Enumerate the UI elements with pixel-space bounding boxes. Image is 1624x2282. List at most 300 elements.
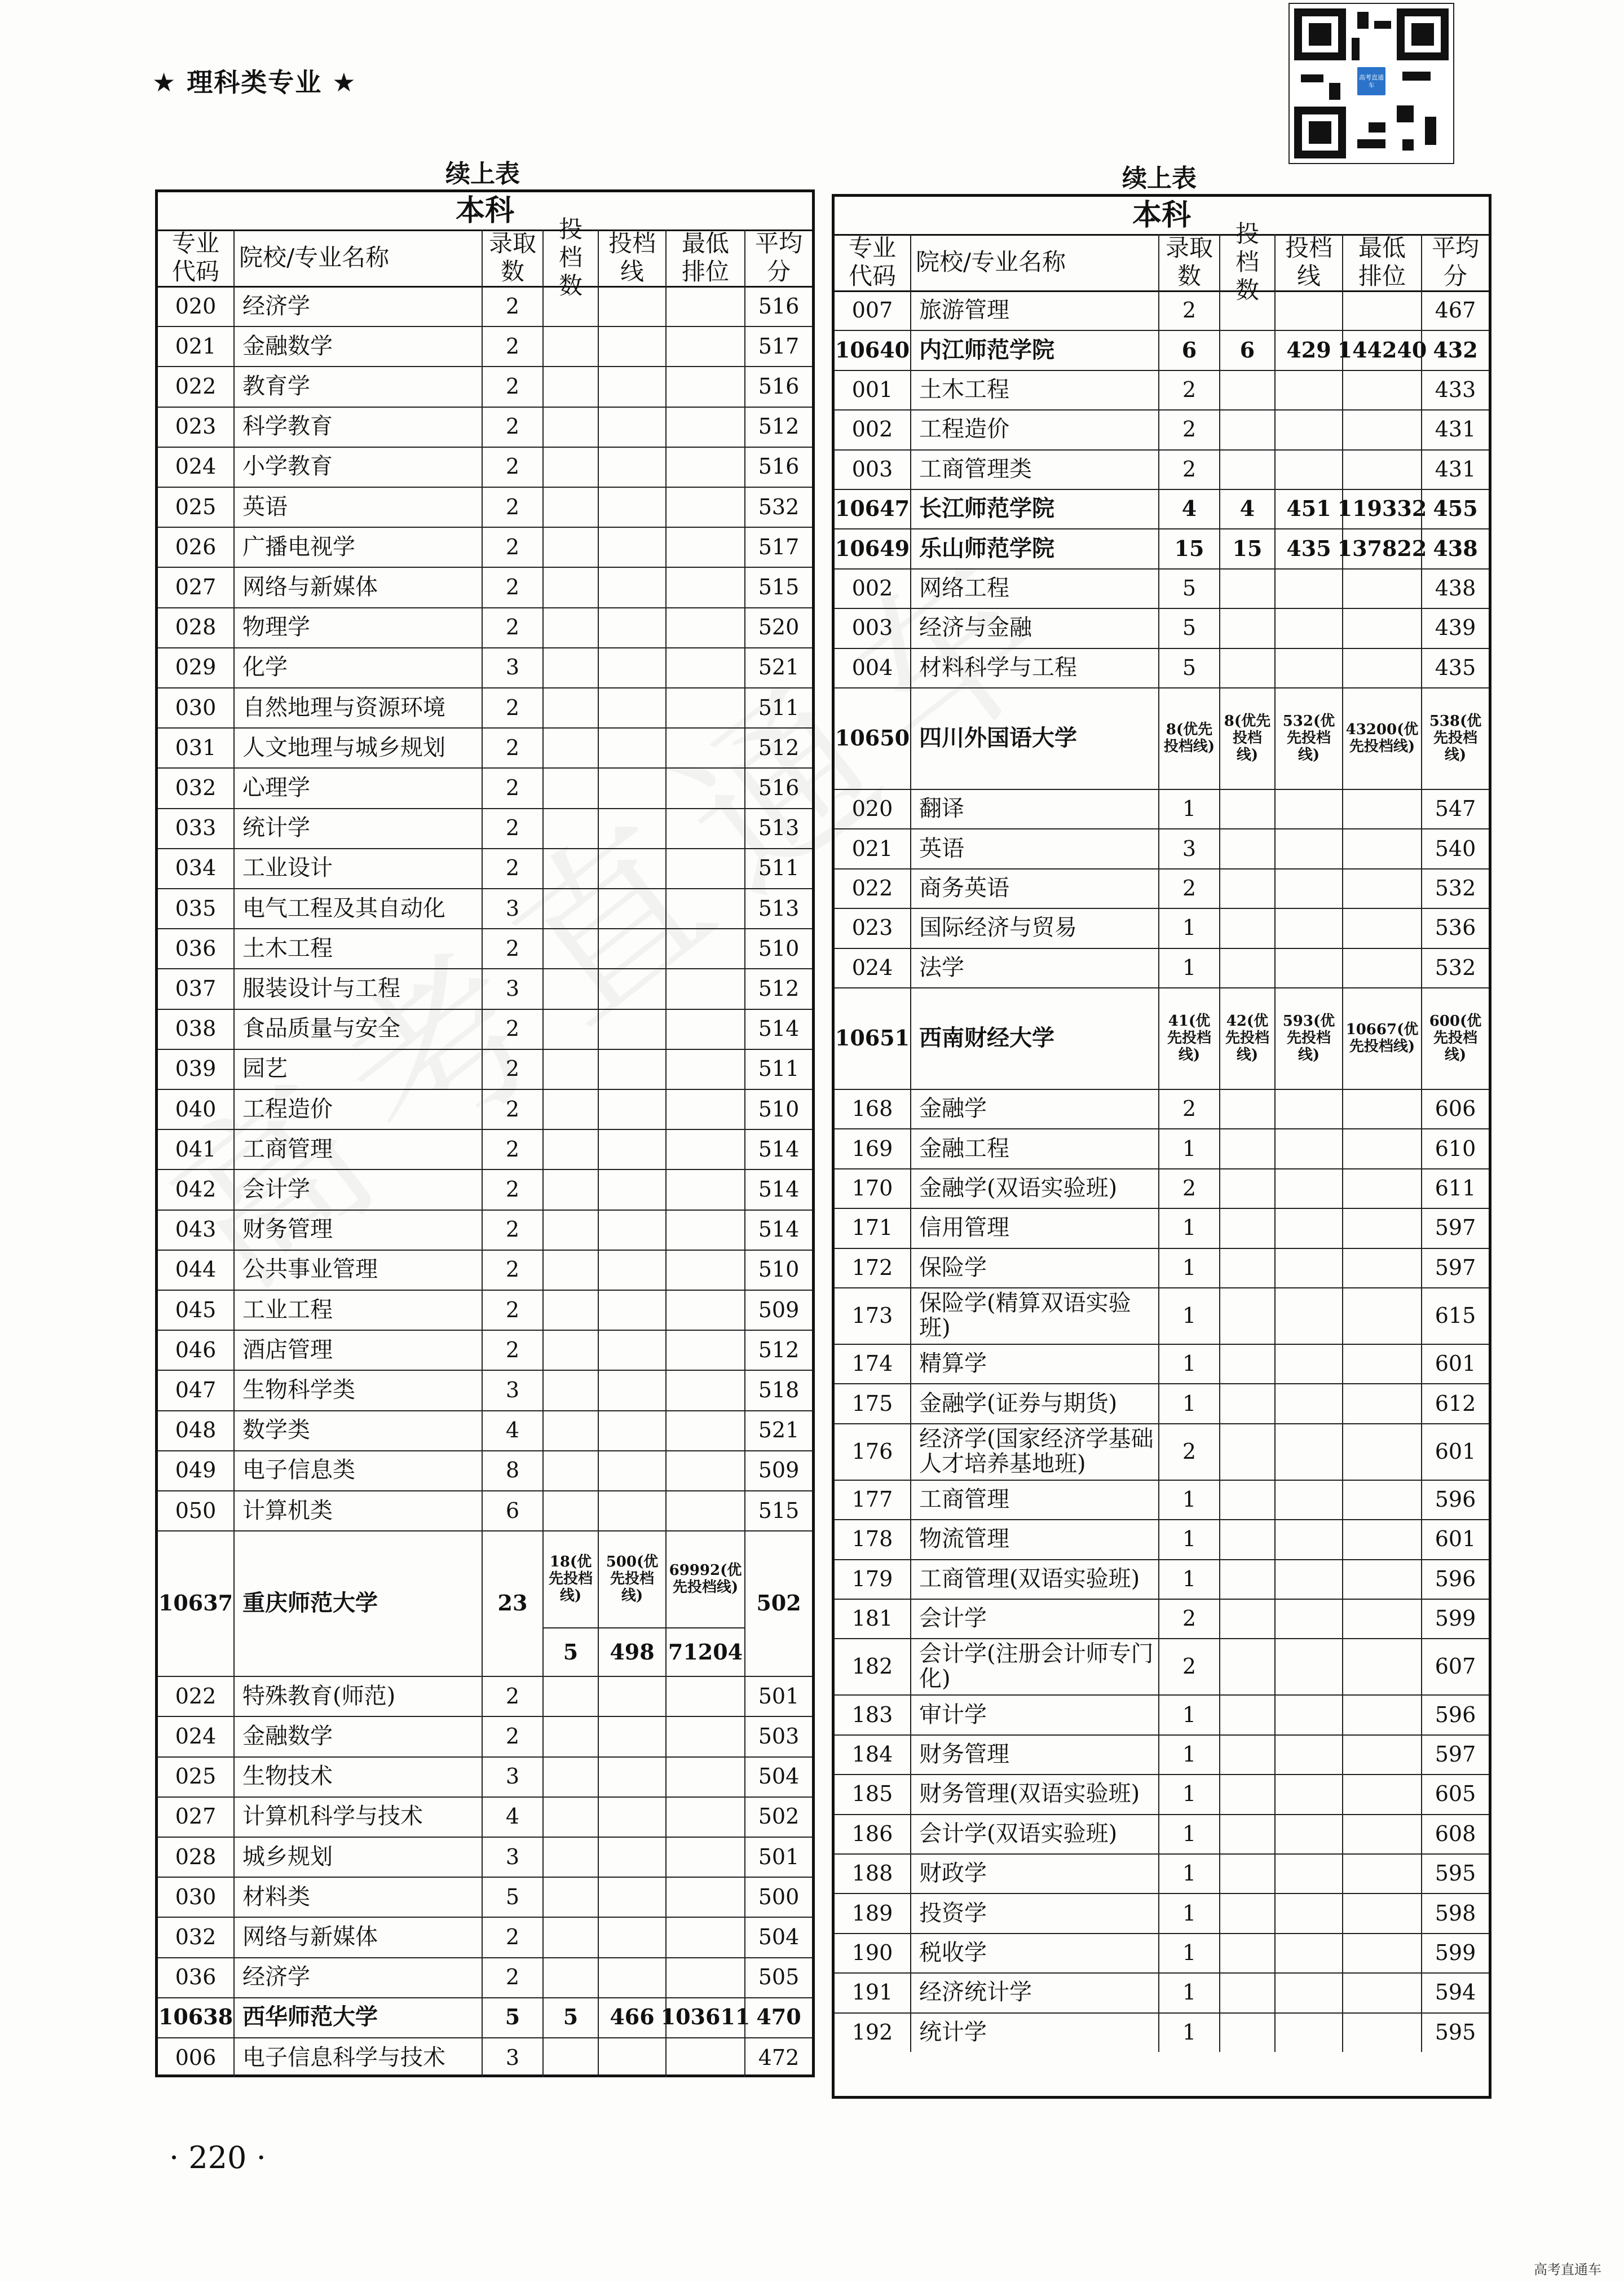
cell-name: 电子信息科学与技术 [233, 2037, 482, 2077]
cell-tdx [598, 1129, 665, 1169]
cell-avg: 439 [1421, 608, 1489, 647]
cell-name: 服装设计与工程 [233, 968, 482, 1008]
cell-code: 029 [175, 655, 217, 680]
cell-name: 西南财经大学 [910, 987, 1158, 1089]
cell-name: 材料类 [233, 1877, 482, 1917]
cell-avg: 516 [744, 767, 812, 807]
cell-name: 统计学 [910, 2012, 1158, 2052]
cell-tdx [598, 1676, 665, 1716]
cell-name: 西华师范大学 [233, 1997, 482, 2037]
cell-avg: 510 [744, 1089, 812, 1129]
cell-code: 032 [175, 1924, 217, 1949]
cell-avg: 511 [744, 848, 812, 888]
cell-code: 020 [175, 293, 217, 319]
cell-avg: 601 [1421, 1519, 1489, 1559]
cell-avg: 599 [1421, 1599, 1489, 1638]
cell-td [1219, 1480, 1274, 1519]
cell-pw [665, 366, 744, 406]
table-row [835, 1248, 1489, 1288]
cell-td: 42(优先投档线) [1219, 987, 1274, 1089]
cell-tdx [598, 888, 665, 928]
cell-tdx: 451 [1274, 489, 1342, 528]
cell-avg: 432 [1421, 330, 1489, 369]
table-row [835, 1933, 1489, 1974]
cell-tdx [598, 848, 665, 888]
cell-name: 食品质量与安全 [233, 1009, 482, 1049]
cell-code: 177 [851, 1486, 893, 1512]
cell-td [1219, 1248, 1274, 1287]
cell-code: 027 [175, 1804, 217, 1829]
table-row [835, 1893, 1489, 1934]
cell-pw [1342, 1933, 1421, 1972]
cell-avg: 503 [744, 1716, 812, 1756]
cell-code: 186 [851, 1821, 893, 1846]
table-row [158, 1009, 812, 1050]
cell-lq: 2 [482, 527, 542, 567]
cell-tdx: 投档线 [598, 229, 665, 286]
cell-td [1219, 1638, 1274, 1694]
cell-lq: 1 [1158, 948, 1219, 987]
cell-td [542, 2037, 598, 2077]
cell-td [542, 1676, 598, 1716]
priority-line-td: 18(优先投档线) [548, 1553, 593, 1605]
cell-lq: 2 [482, 928, 542, 968]
cell-avg: 597 [1421, 1248, 1489, 1287]
cell-code: 036 [175, 935, 217, 961]
value-pw: 71204 [667, 1627, 744, 1676]
cell-avg: 513 [744, 808, 812, 848]
cell-avg: 601 [1421, 1344, 1489, 1383]
cell-name: 审计学 [910, 1694, 1158, 1734]
cell-code: 10647 [835, 496, 910, 522]
cell-pw [665, 1169, 744, 1209]
cell-code: 10650 [835, 725, 910, 751]
cell-avg: 595 [1421, 1853, 1489, 1893]
cell-td [1219, 1519, 1274, 1559]
table-row [158, 1837, 812, 1878]
cell-code: 034 [175, 855, 217, 881]
cell-tdx: 429 [1274, 330, 1342, 369]
cell-code: 002 [851, 417, 893, 442]
cell-code: 031 [175, 735, 217, 760]
cell-tdx [1274, 608, 1342, 647]
cell-pw [1342, 370, 1421, 409]
right-continued-label: 续上表 [1122, 164, 1197, 193]
table-row [835, 789, 1489, 829]
cell-name: 广播电视学 [233, 527, 482, 567]
cell-td [1219, 1893, 1274, 1932]
cell-lq: 1 [1158, 1774, 1219, 1813]
cell-td [542, 1169, 598, 1209]
cell-td [1219, 1814, 1274, 1853]
cell-lq: 1 [1158, 1519, 1219, 1559]
cell-code: 专业代码 [848, 234, 896, 290]
table-row [158, 2037, 812, 2077]
cell-tdx [598, 1530, 665, 1676]
cell-pw [1342, 1248, 1421, 1287]
cell-lq: 2 [482, 1009, 542, 1049]
cell-code: 049 [175, 1458, 217, 1483]
cell-pw [665, 928, 744, 968]
cell-code: 10649 [835, 535, 910, 561]
cell-lq: 1 [1158, 1853, 1219, 1893]
cell-code: 044 [175, 1257, 217, 1282]
left-table [155, 189, 815, 2077]
cell-pw: 144240 [1342, 330, 1421, 369]
cell-name: 物理学 [233, 607, 482, 647]
cell-td [1219, 908, 1274, 947]
table-row [158, 527, 812, 568]
cell-pw [1342, 948, 1421, 987]
cell-lq: 1 [1158, 1933, 1219, 1972]
cell-tdx [1274, 370, 1342, 409]
cell-code: 024 [175, 454, 217, 479]
cell-tdx [598, 1250, 665, 1290]
cell-pw [1342, 1287, 1421, 1344]
table-row [835, 1383, 1489, 1424]
cell-code: 003 [851, 615, 893, 641]
cell-name: 电子信息类 [233, 1450, 482, 1490]
cell-avg: 594 [1421, 1972, 1489, 2012]
cell-td [542, 647, 598, 687]
table-row [158, 1330, 812, 1371]
cell-name: 金融学(双语实验班) [910, 1168, 1158, 1208]
cell-code: 191 [851, 1980, 893, 2005]
right-table [832, 194, 1491, 2099]
cell-lq: 2 [482, 1716, 542, 1756]
table-row [158, 687, 812, 729]
cell-lq: 2 [482, 607, 542, 647]
cell-code: 022 [175, 1683, 217, 1709]
cell-lq: 1 [1158, 789, 1219, 828]
cell-td [1219, 1774, 1274, 1813]
cell-td [542, 1530, 598, 1676]
cell-tdx [598, 1917, 665, 1957]
cell-td [542, 1210, 598, 1250]
cell-td [542, 1410, 598, 1450]
cell-tdx [1274, 1734, 1342, 1774]
cell-pw [665, 1009, 744, 1049]
cell-avg: 512 [744, 1330, 812, 1370]
cell-tdx [1274, 1599, 1342, 1638]
cell-tdx [1274, 789, 1342, 828]
cell-tdx [598, 1756, 665, 1797]
cell-lq: 3 [482, 968, 542, 1008]
cell-pw [665, 1917, 744, 1957]
cell-name: 统计学 [233, 808, 482, 848]
cell-lq: 2 [482, 1210, 542, 1250]
cell-lq: 4 [1158, 489, 1219, 528]
cell-avg: 532 [1421, 948, 1489, 987]
cell-name: 英语 [233, 487, 482, 527]
cell-pw [1342, 608, 1421, 647]
cell-tdx [1274, 1694, 1342, 1734]
cell-lq: 2 [482, 1290, 542, 1330]
cell-tdx [1274, 568, 1342, 608]
table-row [835, 868, 1489, 909]
table-row [158, 1957, 812, 1998]
cell-name: 长江师范学院 [910, 489, 1158, 528]
cell-pw [665, 1290, 744, 1330]
cell-tdx [1274, 290, 1342, 330]
cell-code: 024 [851, 955, 893, 980]
cell-pw [665, 1877, 744, 1917]
cell-code: 040 [175, 1096, 217, 1122]
cell-pw [1342, 828, 1421, 868]
cell-lq: 1 [1158, 1128, 1219, 1168]
table-row [158, 607, 812, 648]
cell-tdx [598, 767, 665, 807]
cell-pw [1342, 1774, 1421, 1813]
cell-avg: 615 [1421, 1287, 1489, 1344]
cell-lq: 2 [1158, 1638, 1219, 1694]
cell-name: 材料科学与工程 [910, 648, 1158, 687]
cell-avg: 438 [1421, 528, 1489, 568]
cell-lq: 1 [1158, 1972, 1219, 2012]
cell-avg: 532 [1421, 868, 1489, 908]
cell-td [542, 848, 598, 888]
table-row [158, 647, 812, 688]
cell-pw [1342, 1972, 1421, 2012]
cell-td [542, 928, 598, 968]
cell-name: 财务管理 [233, 1210, 482, 1250]
cell-pw [1342, 1519, 1421, 1559]
cell-pw: 137822 [1342, 528, 1421, 568]
cell-tdx [598, 487, 665, 527]
cell-tdx: 投档线 [1274, 234, 1342, 290]
table-row [158, 1756, 812, 1798]
cell-pw [665, 1330, 744, 1370]
cell-code: 032 [175, 775, 217, 800]
cell-name: 公共事业管理 [233, 1250, 482, 1290]
cell-pw [1342, 1638, 1421, 1694]
cell-td [1219, 1423, 1274, 1480]
cell-lq: 2 [1158, 1168, 1219, 1208]
cell-name: 工商管理(双语实验班) [910, 1559, 1158, 1599]
cell-lq: 2 [482, 366, 542, 406]
table-row [158, 1169, 812, 1210]
cell-avg: 547 [1421, 789, 1489, 828]
cell-td [542, 447, 598, 487]
cell-td [542, 1957, 598, 1997]
cell-td [542, 1837, 598, 1877]
cell-lq: 1 [1158, 1287, 1219, 1344]
cell-code: 030 [175, 1884, 217, 1909]
cell-code: 022 [175, 373, 217, 399]
cell-lq: 1 [1158, 2012, 1219, 2052]
cell-name: 财政学 [910, 1853, 1158, 1893]
cell-lq: 2 [482, 1049, 542, 1089]
cell-code: 042 [175, 1176, 217, 1202]
cell-pw [1342, 1853, 1421, 1893]
table-row [158, 767, 812, 809]
table-row [835, 370, 1489, 411]
cell-tdx [1274, 648, 1342, 687]
table-row [158, 567, 812, 608]
table-row [835, 1559, 1489, 1600]
cell-code: 021 [851, 836, 893, 861]
cell-tdx [1274, 1774, 1342, 1813]
cell-tdx [598, 1089, 665, 1129]
cell-td [542, 1009, 598, 1049]
cell-pw [1342, 1599, 1421, 1638]
cell-td [542, 1370, 598, 1410]
cell-td [542, 1129, 598, 1169]
cell-avg: 601 [1421, 1423, 1489, 1480]
cell-pw [1342, 409, 1421, 449]
cell-avg: 605 [1421, 1774, 1489, 1813]
table-row [835, 1168, 1489, 1209]
cell-avg: 512 [744, 968, 812, 1008]
cell-avg: 608 [1421, 1814, 1489, 1853]
cell-pw [665, 1210, 744, 1250]
cell-code: 003 [851, 456, 893, 482]
cell-pw [1342, 1208, 1421, 1247]
table-row [158, 366, 812, 407]
cell-avg: 514 [744, 1129, 812, 1169]
table-row [835, 1480, 1489, 1520]
cell-tdx [1274, 1853, 1342, 1893]
cell-lq: 2 [482, 567, 542, 607]
cell-lq: 3 [482, 888, 542, 928]
cell-lq: 2 [482, 767, 542, 807]
cell-pw [1342, 568, 1421, 608]
table-row [835, 489, 1489, 529]
cell-code: 041 [175, 1136, 217, 1162]
cell-avg: 514 [744, 1009, 812, 1049]
cell-td [542, 687, 598, 727]
cell-pw [1342, 868, 1421, 908]
cell-td [1219, 290, 1274, 330]
cell-name: 金融工程 [910, 1128, 1158, 1168]
qr-badge: 高考直通车 [1355, 65, 1388, 98]
table-row [158, 1250, 812, 1291]
cell-name: 翻译 [910, 789, 1158, 828]
cell-td [1219, 1853, 1274, 1893]
cell-avg: 540 [1421, 828, 1489, 868]
cell-pw: 10667(优先投档线) [1342, 987, 1421, 1089]
cell-td [542, 1877, 598, 1917]
cell-pw [1342, 1480, 1421, 1519]
cell-pw [665, 727, 744, 767]
cell-name: 工业工程 [233, 1290, 482, 1330]
cell-td [542, 1450, 598, 1490]
cell-lq: 2 [482, 1917, 542, 1957]
cell-pw [1342, 1559, 1421, 1599]
school-row-10651 [835, 987, 1489, 1090]
cell-td [1219, 1287, 1274, 1344]
cell-lq: 2 [482, 1957, 542, 1997]
corner-mark: 高考直通车 [1534, 2262, 1601, 2277]
cell-tdx [1274, 1972, 1342, 2012]
cell-name: 园艺 [233, 1049, 482, 1089]
cell-name: 金融学(证券与期货) [910, 1383, 1158, 1423]
cell-pw [665, 968, 744, 1008]
cell-lq: 2 [482, 1129, 542, 1169]
cell-td [542, 607, 598, 647]
cell-td [1219, 1383, 1274, 1423]
cell-lq: 2 [1158, 449, 1219, 489]
cell-td: 4 [1219, 489, 1274, 528]
cell-td [542, 1290, 598, 1330]
cell-td [1219, 409, 1274, 449]
table-row [158, 727, 812, 769]
cell-pw [1342, 908, 1421, 947]
cell-code: 036 [175, 1965, 217, 1990]
cell-tdx [598, 1210, 665, 1250]
cell-pw [1342, 1168, 1421, 1208]
cell-tdx [598, 1957, 665, 1997]
cell-lq: 2 [482, 447, 542, 487]
table-row [835, 1972, 1489, 2013]
cell-avg: 438 [1421, 568, 1489, 608]
cell-code: 037 [175, 976, 217, 1001]
cell-td [542, 1330, 598, 1370]
cell-lq: 1 [1158, 1344, 1219, 1383]
cell-tdx [1274, 868, 1342, 908]
cell-tdx [1274, 908, 1342, 947]
table-row [158, 928, 812, 969]
cell-avg: 504 [744, 1917, 812, 1957]
cell-code: 004 [851, 655, 893, 680]
cell-tdx [598, 1716, 665, 1756]
cell-pw [665, 1837, 744, 1877]
cell-name: 人文地理与城乡规划 [233, 727, 482, 767]
cell-td [1219, 608, 1274, 647]
cell-tdx [598, 447, 665, 487]
cell-name: 商务英语 [910, 868, 1158, 908]
cell-code: 183 [851, 1702, 893, 1727]
cell-name: 会计学(注册会计师专门化) [910, 1638, 1158, 1694]
cell-lq: 8 [482, 1450, 542, 1490]
cell-tdx [1274, 1208, 1342, 1247]
table-row [835, 290, 1489, 331]
cell-avg: 504 [744, 1756, 812, 1797]
cell-code: 174 [851, 1351, 893, 1376]
cell-avg: 512 [744, 727, 812, 767]
cell-pw [1342, 648, 1421, 687]
cell-pw [1342, 1734, 1421, 1774]
cell-td [542, 1756, 598, 1797]
cell-code: 190 [851, 1940, 893, 1965]
cell-name: 物流管理 [910, 1519, 1158, 1559]
cell-pw [665, 1756, 744, 1797]
table-row [835, 2012, 1489, 2052]
table-row [835, 1344, 1489, 1384]
table-row [158, 487, 812, 528]
cell-tdx [598, 1877, 665, 1917]
cell-pw [665, 1490, 744, 1530]
cell-tdx [598, 567, 665, 607]
table-row [835, 330, 1489, 370]
cell-name: 投资学 [910, 1893, 1158, 1932]
cell-td [1219, 2012, 1274, 2052]
cell-code: 189 [851, 1900, 893, 1926]
cell-code: 001 [851, 377, 893, 402]
cell-pw [1342, 789, 1421, 828]
cell-pw [1342, 1089, 1421, 1128]
cell-td [542, 1716, 598, 1756]
cell-avg: 518 [744, 1370, 812, 1410]
cell-name: 院校/专业名称 [233, 229, 482, 286]
table-row [835, 608, 1489, 648]
cell-tdx: 435 [1274, 528, 1342, 568]
cell-pw [665, 527, 744, 567]
cell-code: 10651 [835, 1025, 910, 1050]
cell-avg: 472 [744, 2037, 812, 2077]
cell-pw [665, 607, 744, 647]
cell-lq: 2 [482, 1676, 542, 1716]
